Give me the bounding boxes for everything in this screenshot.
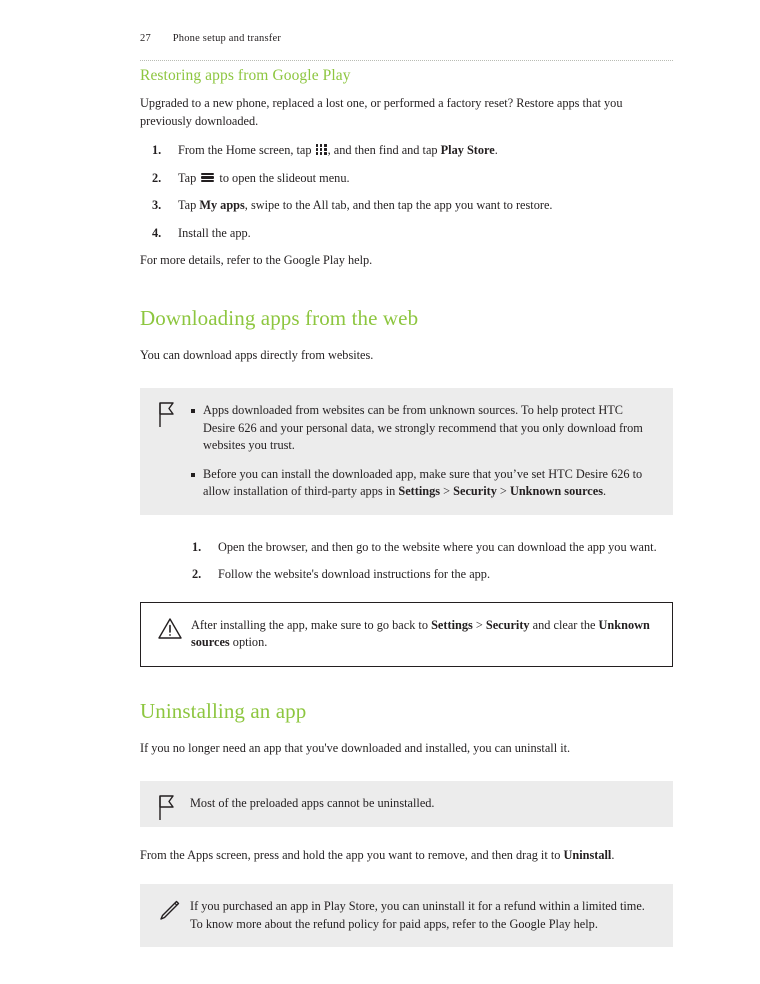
list-item — [190, 402, 657, 455]
step-text: From the Home screen, tap , and then find and tap Play Store. — [178, 143, 498, 157]
list-item — [140, 170, 673, 188]
chapter-title: Phone setup and transfer — [172, 33, 282, 44]
grid-apps-icon — [316, 144, 327, 155]
page-header — [140, 33, 672, 44]
step-text: Follow the website's download instructions for the app. — [218, 567, 491, 581]
heading-downloading-apps: Downloading apps from the web — [140, 305, 419, 330]
section-uninstalling-app — [140, 699, 673, 948]
flag-note-icon — [156, 795, 180, 821]
note-bullet-list — [190, 402, 657, 501]
section-divider — [140, 60, 673, 61]
restoring-intro: Upgraded to a new phone, replaced a lost one, or performed a factory reset? Restore apps that you previously downloaded. — [140, 96, 623, 128]
note-text: Most of the preloaded apps cannot be uninstalled. — [190, 796, 435, 810]
list-item — [140, 566, 673, 584]
warning-box-downloading — [140, 602, 673, 667]
tip-text: If you purchased an app in Play Store, you can uninstall it for a refund within a limited time. To know more about the refund policy for paid apps, refer to the Google Play help. — [190, 899, 645, 931]
warning-text: After installing the app, make sure to go back to Settings > Security and clear the Unknown sources option. — [191, 617, 650, 649]
downloading-steps — [140, 539, 673, 584]
heading-restoring-apps: Restoring apps from Google Play — [140, 67, 351, 84]
flag-note-icon — [156, 402, 180, 428]
step-text: Install the app. — [178, 225, 251, 240]
step-text: Tap to open the slideout menu. — [178, 170, 350, 185]
hamburger-menu-icon — [201, 173, 214, 183]
tip-box-uninstalling — [140, 884, 673, 947]
downloading-intro: You can download apps directly from websites. — [140, 347, 374, 362]
step-number: 4. — [152, 225, 162, 240]
step-number: 2. — [152, 170, 162, 185]
step-number: 1. — [152, 143, 162, 157]
section-restoring-apps — [140, 60, 673, 270]
step-number: 3. — [152, 198, 162, 212]
warning-triangle-icon — [157, 617, 181, 643]
pencil-tip-icon — [156, 898, 180, 924]
restoring-steps — [140, 142, 673, 242]
list-item — [140, 539, 673, 557]
heading-uninstalling-app: Uninstalling an app — [140, 698, 307, 723]
step-number: 2. — [192, 567, 202, 581]
uninstalling-intro: If you no longer need an app that you've downloaded and installed, you can uninstall it. — [140, 740, 571, 755]
page-number: 27 — [140, 33, 151, 44]
list-item — [140, 225, 673, 243]
list-item — [140, 142, 673, 160]
list-item — [190, 466, 657, 501]
list-item — [140, 197, 673, 215]
page-content — [140, 60, 673, 947]
note-box-downloading — [140, 388, 673, 515]
step-text: Open the browser, and then go to the website where you can download the app you want. — [218, 539, 657, 554]
restoring-outro: For more details, refer to the Google Play help. — [140, 253, 373, 267]
note-bullet-text: Before you can install the downloaded app, make sure that you’ve set HTC Desire 626 to allow installation of third-party apps in Settings > Security > Unknown sources. — [203, 466, 643, 498]
note-box-uninstalling — [140, 781, 673, 827]
section-downloading-apps — [140, 306, 673, 667]
note-bullet-text: Apps downloaded from websites can be from unknown sources. To help protect HTC Desire 626 and your personal data, we strongly recommend that you only download from websites you trust. — [203, 403, 643, 452]
step-text: Tap My apps, swipe to the All tab, and then tap the app you want to restore. — [178, 198, 553, 212]
step-number: 1. — [192, 539, 202, 554]
uninstalling-body: From the Apps screen, press and hold the app you want to remove, and then drag it to Uninstall. — [140, 847, 615, 862]
